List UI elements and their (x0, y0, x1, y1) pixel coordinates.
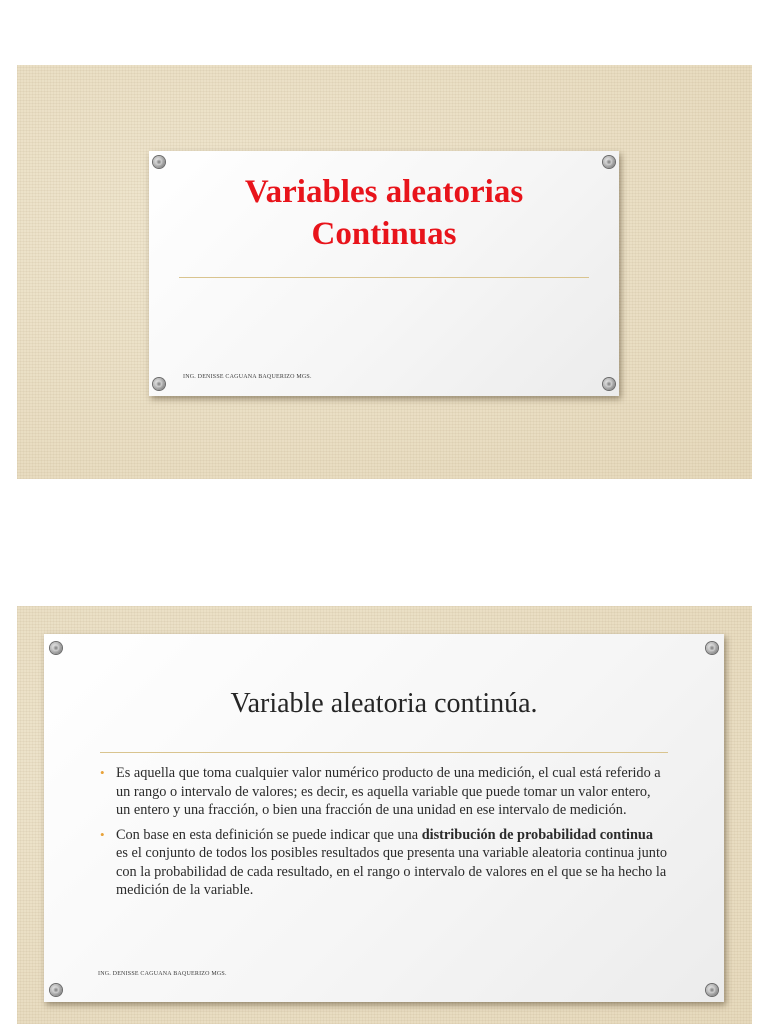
slide-1 (17, 65, 752, 479)
bullet-text-bold: distribución de probabilidad continua (421, 826, 654, 843)
slide-2 (17, 606, 752, 1024)
screw-icon (706, 642, 718, 654)
bullet-icon: • (100, 826, 105, 842)
content-card (44, 634, 724, 1002)
screw-icon (153, 156, 165, 168)
bullet-text-before: Con base en esta definición se puede indicar que una (116, 826, 422, 843)
screw-icon (706, 984, 718, 996)
screw-icon (50, 984, 62, 996)
bullet-text: Es aquella que toma cualquier valor numérico producto de una medición, el cual está referido a un rango o intervalo de valores; es decir, es aquella variable que puede tomar un valor entero, un entero y una fracción, o bien una fracción de una unidad en ese intervalo de medición. (116, 765, 661, 818)
screw-icon (603, 156, 615, 168)
slide-title: Variable aleatoria continúa. (230, 688, 538, 719)
title-divider (179, 277, 589, 278)
bullet-list (100, 764, 668, 906)
author-footer: ING. DENISSE CAGUANA BAQUERIZO MGS. (98, 971, 227, 977)
list-item (100, 764, 668, 820)
title-divider (100, 752, 668, 753)
bullet-text-after: es el conjunto de todos los posibles resultados que presenta una variable aleatoria continua junto con la probabilidad de cada resultado, en el rango o intervalo de valores en el que se ha hecho la medición de la variable. (116, 845, 668, 898)
screw-icon (603, 378, 615, 390)
screw-icon (153, 378, 165, 390)
screw-icon (50, 642, 62, 654)
slide-title (149, 171, 619, 255)
title-card (149, 151, 619, 396)
title-line-1: Variables aleatorias (244, 174, 524, 210)
list-item (100, 826, 668, 900)
author-footer: ING. DENISSE CAGUANA BAQUERIZO MGS. (183, 374, 312, 380)
title-line-2: Continuas (311, 216, 457, 252)
bullet-icon: • (100, 765, 105, 780)
